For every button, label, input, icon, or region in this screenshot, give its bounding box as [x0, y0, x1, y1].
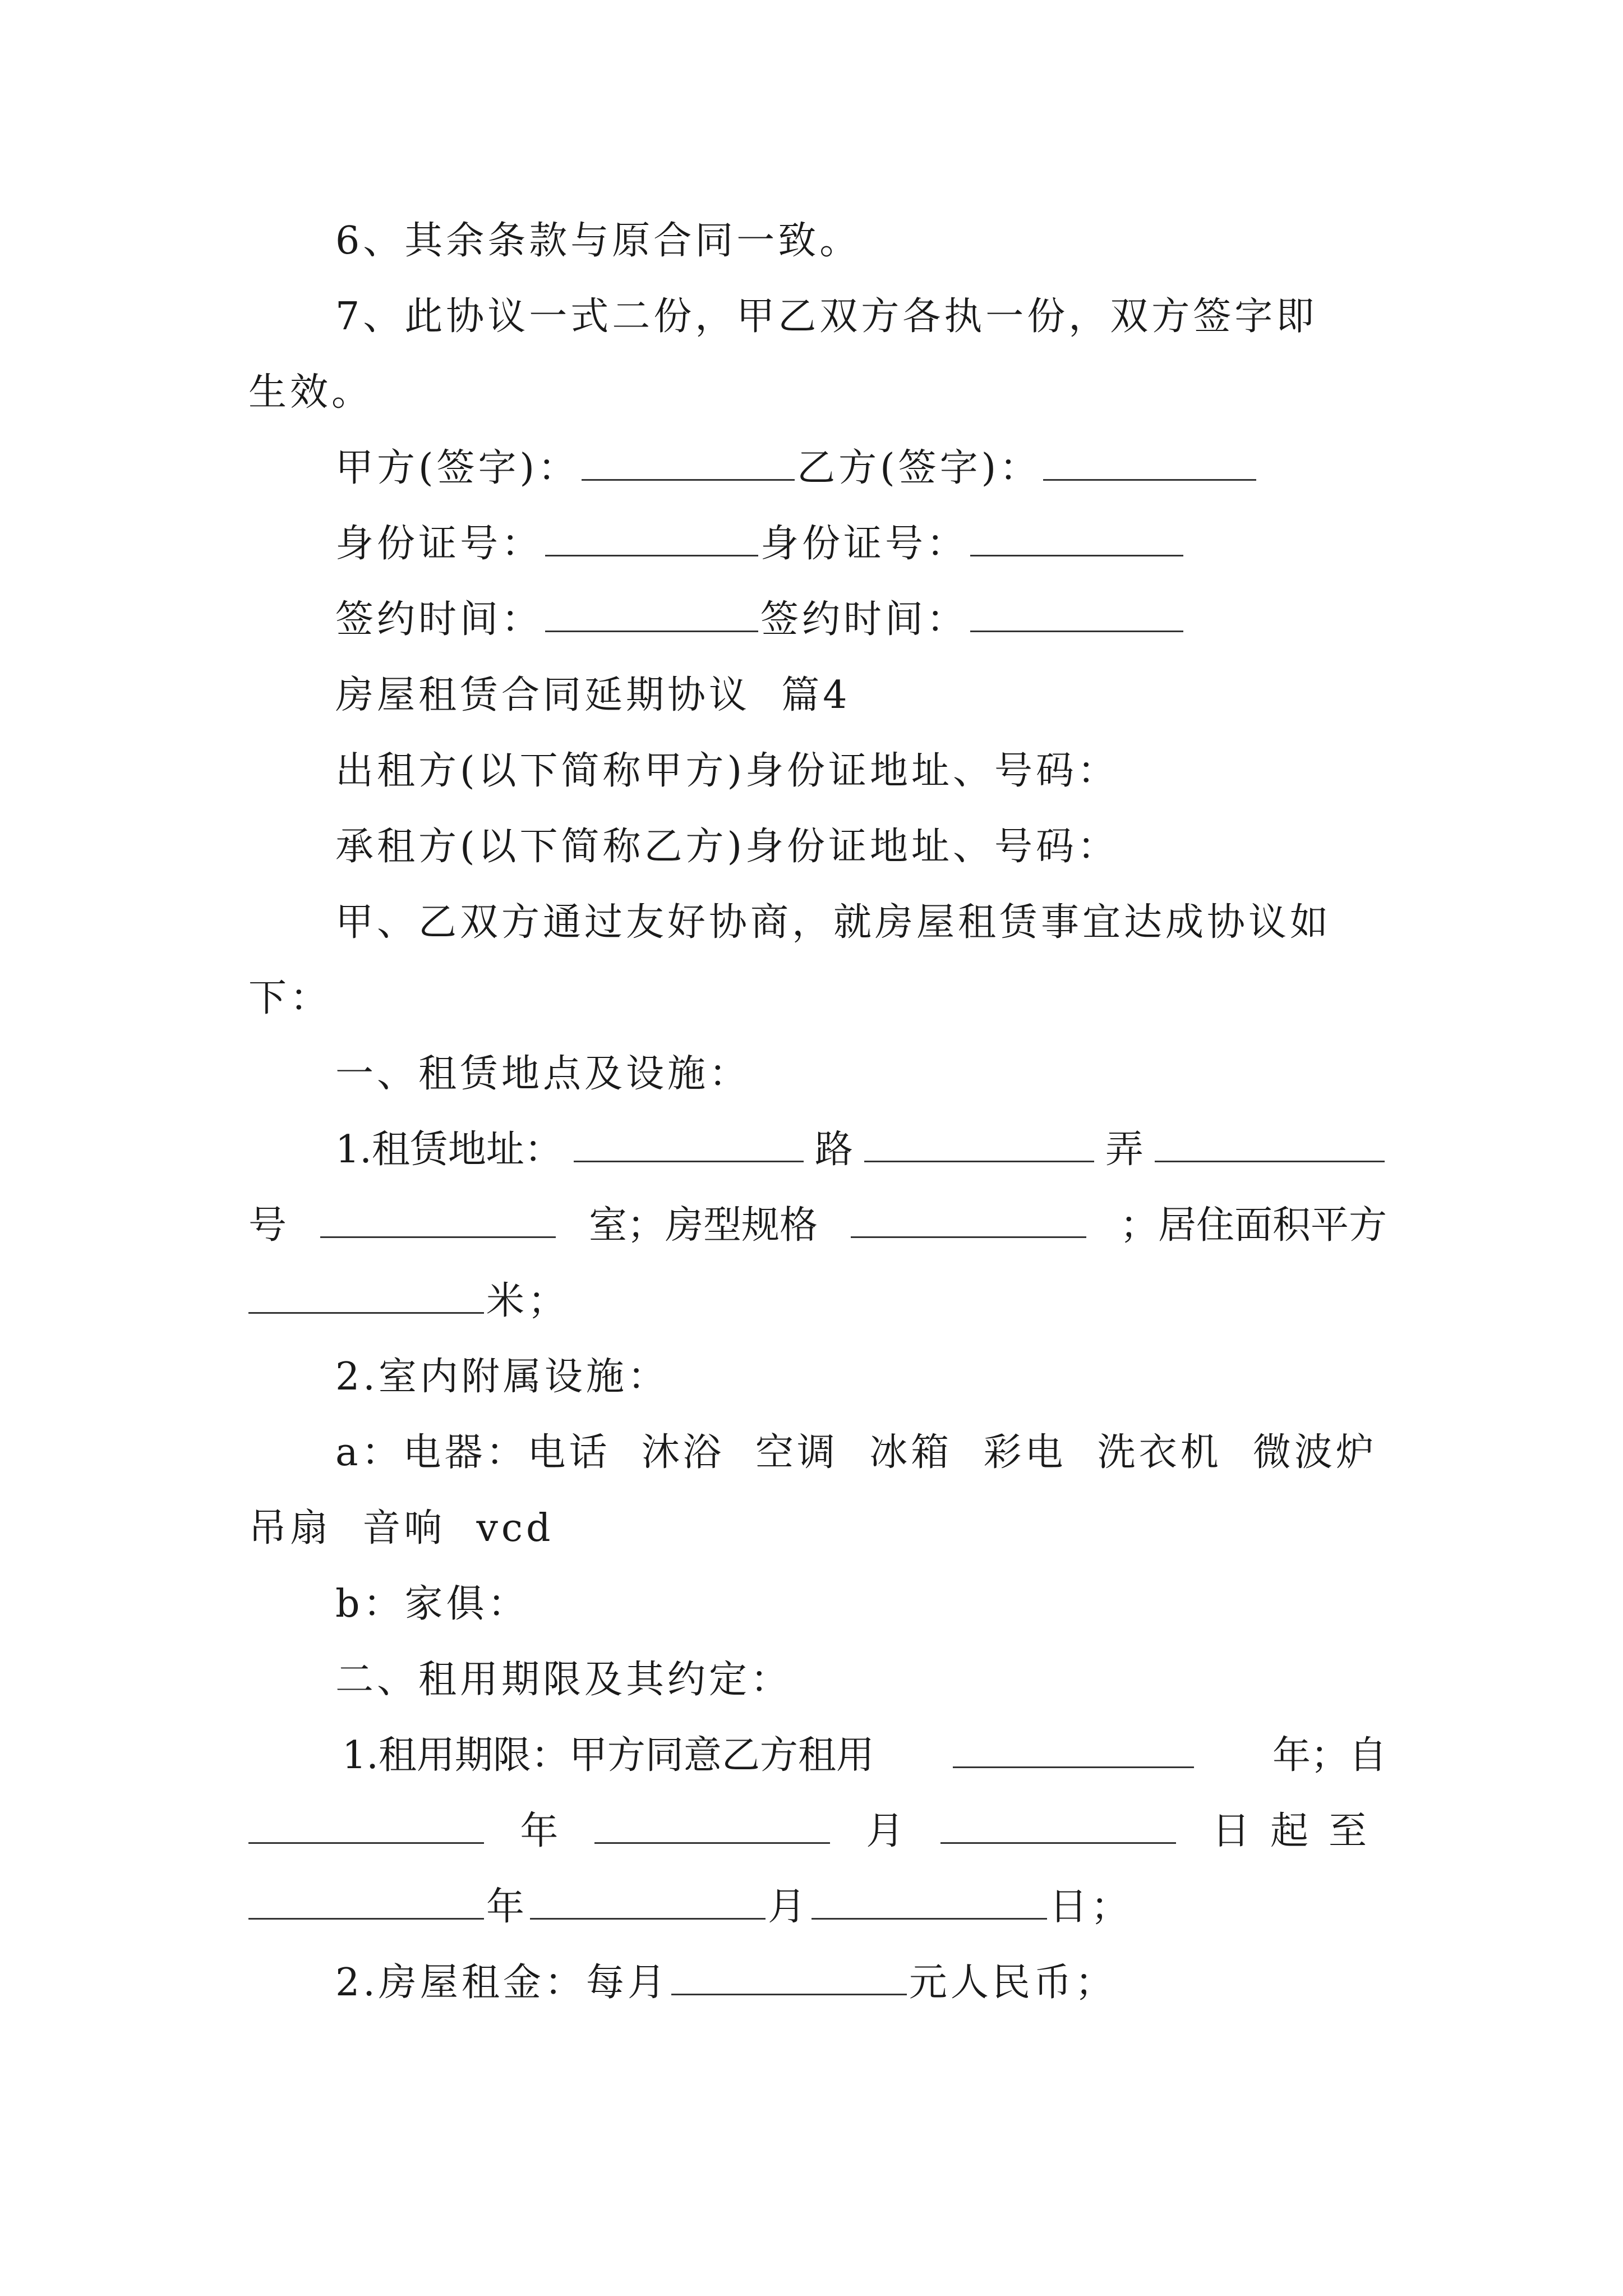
furniture-text: b：家俱：: [335, 1582, 529, 1626]
party-a-id-blank: [545, 522, 758, 556]
party-b-id-blank: [970, 522, 1183, 556]
appliances-continued-text: 吊扇 音响 vcd: [248, 1506, 554, 1550]
address-road-blank: [574, 1128, 804, 1162]
lessor-text: 出租方(以下简称甲方)身份证地址、号码：: [335, 749, 1119, 793]
id-number-row: [335, 510, 1387, 578]
clause-6: [335, 208, 1387, 275]
living-area-blank: [248, 1280, 484, 1314]
party-b-date-label: 签约时间：: [760, 597, 969, 642]
address-row-1: [335, 1116, 1387, 1184]
end-year-blank: [248, 1885, 484, 1920]
end-month: 月: [768, 1885, 810, 1929]
address-number: 号: [248, 1203, 287, 1248]
clause-7: [335, 283, 1387, 351]
lessee-text: 承租方(以下简称乙方)身份证地址、号码：: [335, 825, 1119, 869]
address-row-2: [248, 1192, 1387, 1259]
term-row-2: [248, 1798, 1387, 1865]
appliances-continued: [248, 1495, 1387, 1562]
term-years: 年；自: [1272, 1733, 1387, 1778]
appliances-line: [335, 1419, 1387, 1487]
living-area-label: ；居住面积平方: [1119, 1203, 1387, 1248]
address-number-blank: [1155, 1128, 1385, 1162]
term-row-3: [248, 1874, 1387, 1941]
start-day-blank: [940, 1810, 1176, 1844]
section-2-text: 二、租用期限及其约定：: [335, 1658, 792, 1702]
section-1-text: 一、租赁地点及设施：: [335, 1052, 751, 1096]
signing-date-row: [335, 586, 1387, 654]
start-day-to: 日起至: [1211, 1809, 1387, 1853]
rent-amount-blank: [671, 1961, 907, 1995]
intro-text: 甲、乙双方通过友好协商，就房屋租赁事宜达成协议如: [335, 900, 1332, 945]
term-row-1: [342, 1722, 1387, 1789]
start-month-blank: [594, 1810, 830, 1844]
furniture-line: [335, 1571, 1387, 1638]
intro-line: [335, 889, 1387, 956]
section-2-heading: [335, 1646, 1387, 1714]
rent-unit: 元人民币；: [909, 1961, 1117, 2005]
appliances-text: a：电器：电话 沐浴 空调 冰箱 彩电 洗衣机 微波炉: [335, 1430, 1377, 1475]
rent-line: [335, 1949, 1387, 2017]
rent-label: 2.房屋租金：每月: [335, 1961, 669, 2005]
address-label: 1.租赁地址：: [335, 1128, 562, 1172]
lessor-line: [335, 738, 1387, 805]
party-a-date-blank: [545, 598, 758, 632]
term-years-blank: [953, 1734, 1194, 1768]
signature-row: [335, 435, 1387, 502]
end-month-blank: [530, 1885, 766, 1920]
party-a-date-label: 签约时间：: [335, 597, 543, 642]
address-road: 路: [814, 1128, 853, 1172]
section-heading: [335, 662, 1387, 729]
intro-continued: [248, 965, 1387, 1032]
address-lane: 弄: [1105, 1128, 1144, 1172]
lessee-line: [335, 813, 1387, 881]
clause-7-continued-text: 生效。: [248, 370, 374, 415]
start-month: 月: [866, 1809, 905, 1853]
section-1-heading: [335, 1041, 1387, 1108]
party-a-signature-blank: [582, 447, 795, 481]
address-room: 室；房型规格: [588, 1203, 818, 1248]
room-type-blank: [851, 1204, 1086, 1238]
address-row-3: [248, 1268, 1387, 1335]
address-room-blank: [320, 1204, 556, 1238]
clause-7-continued: [248, 359, 1387, 426]
clause-7-text: 7、此协议一式二份，甲乙双方各执一份，双方签字即: [335, 295, 1318, 339]
facilities-line: [335, 1343, 1387, 1411]
term-label: 1.租用期限：甲方同意乙方租用: [342, 1733, 874, 1778]
end-day: 日；: [1049, 1885, 1133, 1929]
end-year: 年: [486, 1885, 528, 1929]
party-b-id-label: 身份证号：: [760, 522, 969, 566]
party-b-signature-blank: [1043, 447, 1256, 481]
party-b-date-blank: [970, 598, 1183, 632]
end-day-blank: [811, 1885, 1047, 1920]
intro-continued-text: 下：: [248, 976, 332, 1020]
section-heading-text: 房屋租赁合同延期协议 篇4: [335, 673, 851, 717]
party-a-signature-label: 甲方(签字)：: [335, 446, 580, 490]
area-unit: 米；: [486, 1279, 570, 1323]
party-b-signature-label: 乙方(签字)：: [797, 446, 1041, 490]
party-a-id-label: 身份证号：: [335, 522, 543, 566]
address-lane-blank: [864, 1128, 1094, 1162]
clause-6-text: 6、其余条款与原合同一致。: [335, 219, 861, 263]
facilities-text: 2.室内附属设施：: [335, 1355, 669, 1399]
start-year: 年: [520, 1809, 559, 1853]
start-year-blank: [248, 1810, 484, 1844]
